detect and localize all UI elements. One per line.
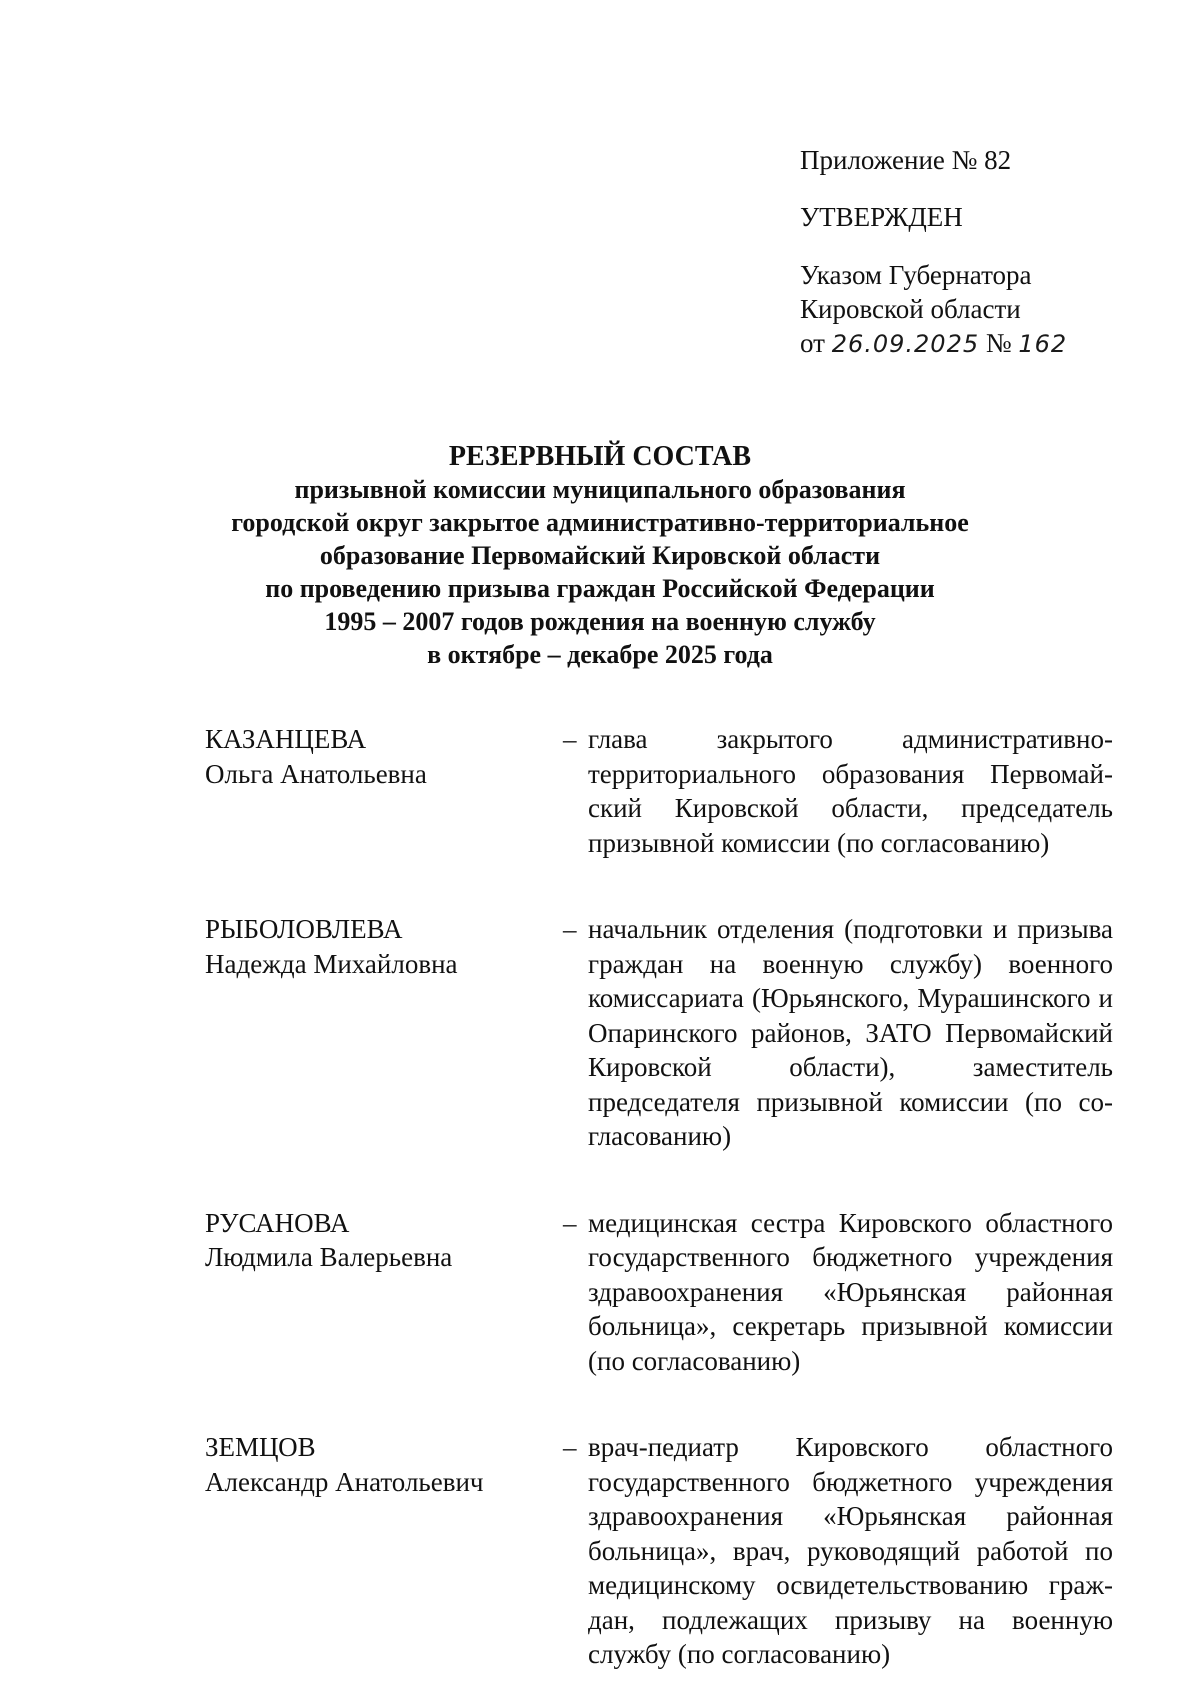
title-line: призывной комиссии муниципального образования — [294, 475, 906, 504]
member-given-name: Александр Анатольевич — [205, 1466, 484, 1497]
member-given-name: Ольга Анатольевна — [205, 758, 427, 789]
title-main: РЕЗЕРВНЫЙ СОСТАВ — [448, 441, 752, 472]
title-line: по проведению призыва граждан Российской Федерации — [265, 574, 935, 603]
member-name — [205, 1430, 555, 1672]
member-surname: РЫБОЛОВЛЕВА — [205, 914, 403, 944]
decree-line-2: Кировской области — [800, 294, 1021, 324]
members-list — [205, 722, 1115, 1672]
member-dash: – — [563, 1207, 577, 1238]
approved-label: УТВЕРЖДЕН — [800, 202, 963, 232]
member-name — [205, 1206, 555, 1379]
handwritten-number: 162 — [1018, 330, 1068, 358]
member-role: врач-педиатр Кировского областного государственного бюджетного учреждения здравоохранения «Юрьянская районная больница», врач, руководящий работой по медицинскому освидетельствованию граждан, подлежащих призыву на военную службу (по согласованию) — [588, 1432, 1113, 1669]
member-surname: РУСАНОВА — [205, 1207, 350, 1238]
member-role: медицинская сестра Кировского областного государственного бюджетного учреждения здравоохранения «Юрьянская районная больница», секретарь призывной комиссии (по согласованию) — [588, 1207, 1113, 1376]
member-role: начальник отделения (подготовки и призыва граждан на военную службу) военного комиссариата (Юрьянского, Мурашинского и Опаринского районов, ЗАТО Первомайский Кировской области), заместитель председателя призывной комиссии (по согласованию) — [588, 914, 1113, 1151]
member-entry — [205, 1206, 1115, 1379]
member-dash: – — [563, 914, 577, 944]
approval-stamp-block — [800, 143, 1067, 361]
member-name — [205, 912, 555, 1154]
handwritten-date: 26.09.2025 — [831, 330, 980, 358]
member-given-name: Людмила Валерьевна — [205, 1242, 453, 1272]
member-surname: КАЗАНЦЕВА — [205, 724, 367, 754]
decree-line-1: Указом Губернатора — [800, 260, 1032, 290]
appendix-number: Приложение № 82 — [800, 145, 1012, 175]
number-label: № — [985, 328, 1012, 358]
member-surname: ЗЕМЦОВ — [205, 1432, 316, 1462]
member-entry — [205, 1430, 1115, 1672]
from-label: от — [800, 328, 825, 358]
member-entry — [205, 722, 1115, 860]
document-title — [0, 440, 1200, 671]
member-given-name: Надежда Михайловна — [205, 948, 458, 979]
member-role: глава закрытого административно-территориального образования Первомайский Кировской области, председатель призывной комиссии (по согласованию) — [588, 724, 1113, 858]
title-line: образование Первомайский Кировской области — [319, 541, 881, 570]
member-dash: – — [563, 1432, 577, 1462]
title-line: городской округ закрытое административно-территориальное — [231, 508, 969, 537]
member-dash: – — [563, 724, 577, 754]
member-entry — [205, 912, 1115, 1154]
member-name — [205, 722, 555, 860]
title-line: 1995 – 2007 годов рождения на военную службу — [324, 607, 876, 636]
title-line: в октябре – декабре 2025 года — [427, 640, 773, 669]
decree-date-line — [800, 326, 1067, 361]
